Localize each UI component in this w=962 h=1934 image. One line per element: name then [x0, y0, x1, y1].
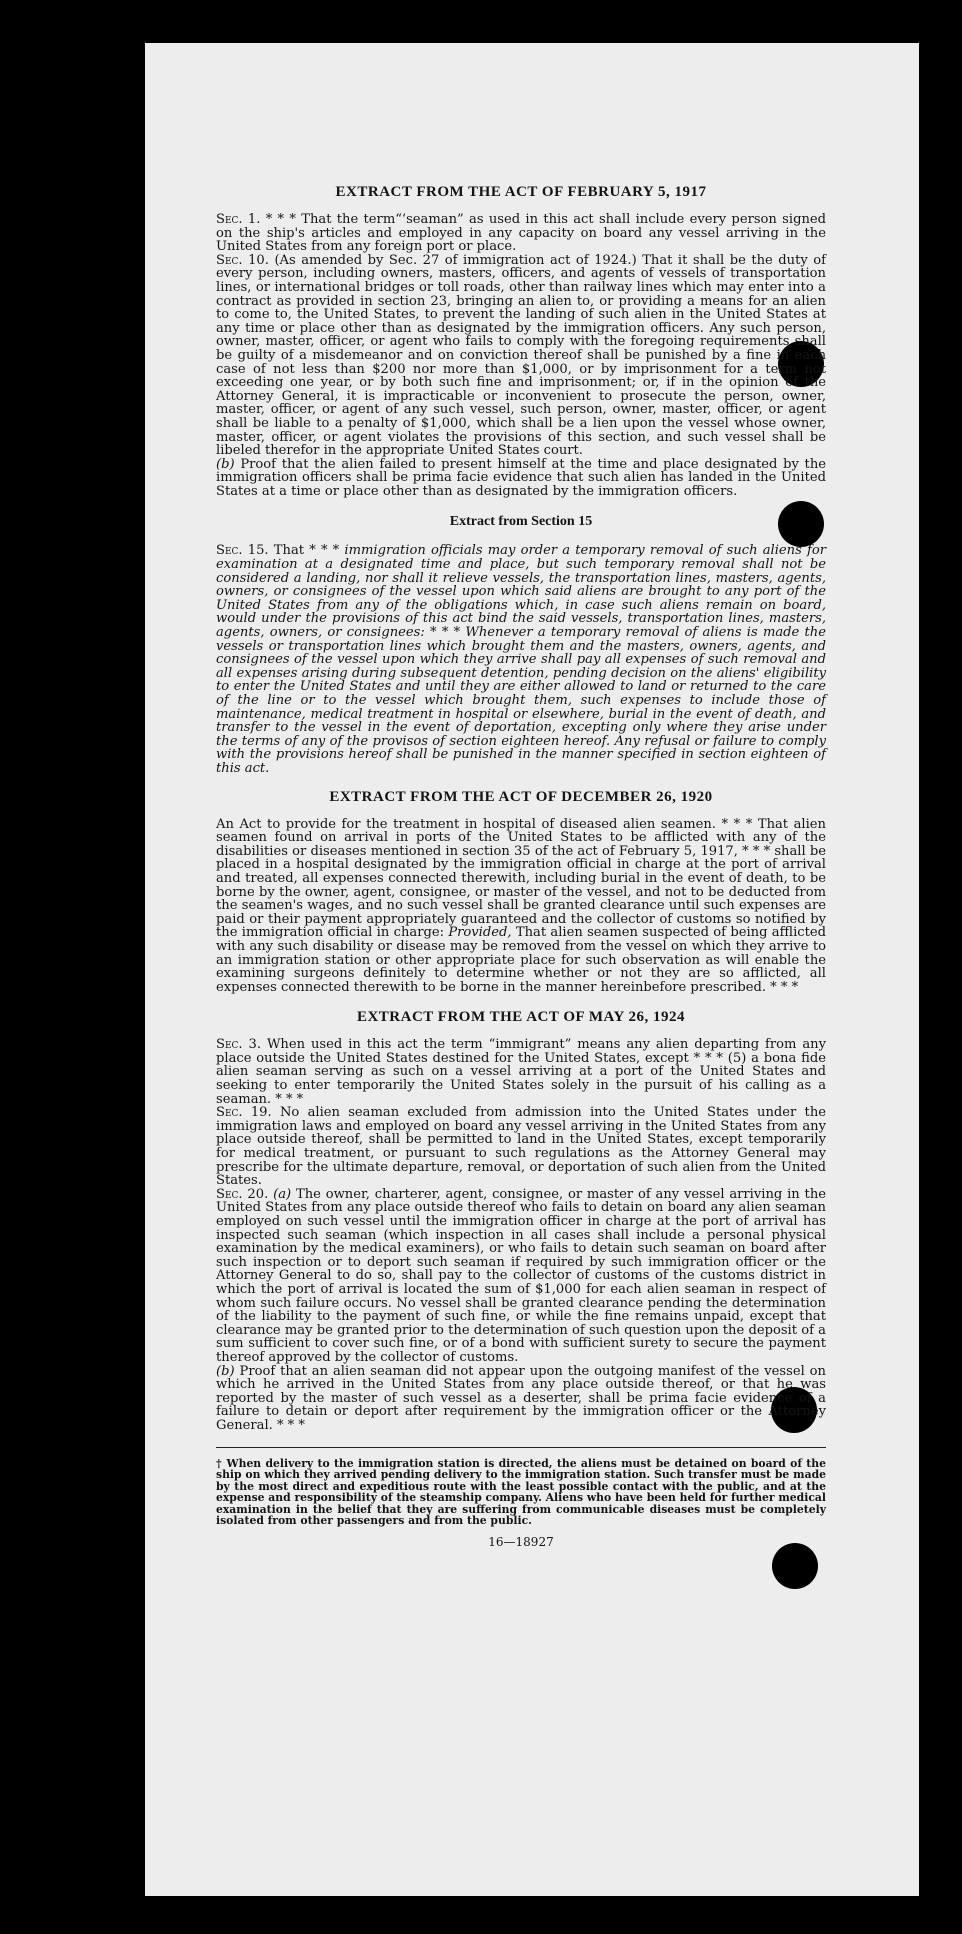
document-body	[216, 183, 826, 1549]
act-1920-text: An Act to provide for the treatment in hospital of diseased alien seamen. * * * That alien seamen found on arrival in ports of the United States to be afflicted with any of the disabilities or diseases mentioned in section 35 of the act of February 5, 1917, * * * shall be placed in a hospital designated by the immigration official in charge at the port of arrival and treated, all expenses connected therewith, including burial in the event of death, to be borne by the owner, agent, consignee, or master of the vessel, and not to be deducted from the seamen's wages, and no such vessel shall be granted clearance until such expenses are paid or their payment appropriately guaranteed and the collector of customs so notified by the immigration official in charge: Provided, That alien seamen suspected of being afflicted with any such disability or disease may be removed from the vessel on which they arrive to an immigration station or other appropriate place for such observation as will enable the examining surgeons definitely to determine whether or not they are so afflicted, all expenses connected therewith to be borne in the manner hereinbefore prescribed. * * *	[216, 816, 826, 995]
subheading-section-15: Extract from Section 15	[449, 514, 593, 530]
footnote: † When delivery to the immigration station is directed, the aliens must be detained on board of the ship on which they arrived pending delivery to the immigration station. Such transfer must be made by the most direct and expeditious route with the least possible contact with the public, and at the expense and responsibility of the steamship company. Aliens who have been held for further medical examination in the belief that they are suffering from communicable diseases must be completely isolated from other passengers and from the public.	[216, 1456, 826, 1528]
section-20-b: (b) Proof that an alien seaman did not appear upon the outgoing manifest of the vessel on which he arrived in the United States from any place outside thereof, or that he was reported by the master of such vessel as a deserter, shall be prima facie evidence of a failure to detain or deport after requirement by the immigration officer or the Attorney General. * * *	[216, 1363, 826, 1433]
section-10: Sec. 10. (As amended by Sec. 27 of immigration act of 1924.) That it shall be the duty of every person, including owners, masters, officers, and agents of vessels of transportation lines, or international bridges or toll roads, other than railway lines which may enter into a contract as provided in section 23, bringing an alien to, or providing a means for an alien to come to, the United States, to prevent the landing of such alien in the United States at any time or place other than as designated by the immigration officers. Any such person, owner, master, officer, or agent who fails to comply with the foregoing requirements shall be guilty of a misdemeanor and on conviction thereof shall be punished by a fine in each case of not less than $200 nor more than $1,000, or by imprisonment for a term not exceeding one year, or by both such fine and imprisonment; or, if in the opinion of the Attorney General, it is impracticable or inconvenient to prosecute the person, owner, master, officer, or agent of any such vessel, such person, owner, master, officer, or agent shall be liable to a penalty of $1,000, which shall be a lien upon the vessel whose owner, master, officer, or agent violates the provisions of this section, and such vessel shall be libeled therefor in the appropriate United States court.	[216, 252, 826, 459]
section-10-b: (b) Proof that the alien failed to present himself at the time and place designated by the immigration officers shall be prima facie evidence that such alien has landed in the United States at a time or place other than as designated by the immigration officers.	[216, 456, 827, 499]
form-number: 16—18927	[488, 1535, 554, 1550]
punch-hole	[772, 1543, 818, 1589]
heading-act-1924: EXTRACT FROM THE ACT OF MAY 26, 1924	[356, 1009, 686, 1026]
section-15: Sec. 15. That * * * immigration officials may order a temporary removal of such aliens for examination at a designated time and place, but such temporary removal shall not be considered a landing, nor shall it relieve vessels, the transportation lines, masters, agents, owners, or consignees of the vessel upon which said aliens are brought to any port of the United States from any of the obligations which, in case such aliens remain on board, would under the provisions of this act bind the said vessels, transportation lines, masters, agents, owners, or consignees: * * * Whenever a temporary removal of aliens is made the vessels or transportation lines which brought them and the masters, owners, agents, and consignees of the vessel upon which they arrive shall pay all expenses of such removal and all expenses arising during subsequent detention, pending decision on the aliens' eligibility to enter the United States and until they are either allowed to land or returned to the care of the line or to the vessel which brought them, such expenses to include those of maintenance, medical treatment in hospital or elsewhere, burial in the event of death, and transfer to the vessel in the event of deportation, excepting only where they arise under the terms of any of the provisos of section eighteen hereof. Any refusal or failure to comply with the provisions hereof shall be punished in the manner specified in section eighteen of this act.	[216, 543, 826, 776]
section-1: Sec. 1. * * * That the term“‘seaman” as used in this act shall include every person signed on the ship's articles and employed in any capacity on board any vessel arriving in the United States from any foreign port or place.	[216, 212, 827, 255]
heading-act-1917: EXTRACT FROM THE ACT OF FEBRUARY 5, 1917	[335, 184, 707, 200]
section-20: Sec. 20. (a) The owner, charterer, agent, consignee, or master of any vessel arriving in the United States from any place outside thereof who fails to detain on board any alien seaman employed on such vessel until the immigration officer in charge at the port of arrival has inspected such seaman (which inspection in all cases shall include a personal physical examination by the medical examiners), or who fails to detain such seaman on board after such inspection or to deport such seaman if required by such immigration officer or the Attorney General to do so, shall pay to the collector of customs of the customs district in which the port of arrival is located the sum of $1,000 for each alien seaman in respect of whom such failure occurs. No vessel shall be granted clearance pending the determination of the liability to the payment of such fine, or while the fine remains unpaid, except that clearance may be granted prior to the determination of such question upon the deposit of a sum sufficient to cover such fine, or of a bond with sufficient surety to secure the payment thereof approved by the collector of customs.	[216, 1186, 826, 1365]
section-3: Sec. 3. When used in this act the term “immigrant” means any alien departing from any place outside the United States destined for the United States, except * * * (5) a bona fide alien seaman serving as such on a vessel arriving at a port of the United States and seeking to enter temporarily the United States solely in the pursuit of his calling as a seaman. * * *	[216, 1037, 826, 1107]
section-19: Sec. 19. No alien seaman excluded from admission into the United States under the immigration laws and employed on board any vessel arriving in the United States from any place outside thereof, shall be permitted to land in the United States, except temporarily for medical treatment, or pursuant to such regulations as the Attorney General may prescribe for the ultimate departure, removal, or deportation of such alien from the United States.	[216, 1105, 826, 1189]
document-page	[145, 43, 919, 1896]
heading-act-1920: EXTRACT FROM THE ACT OF DECEMBER 26, 1920	[329, 788, 713, 805]
